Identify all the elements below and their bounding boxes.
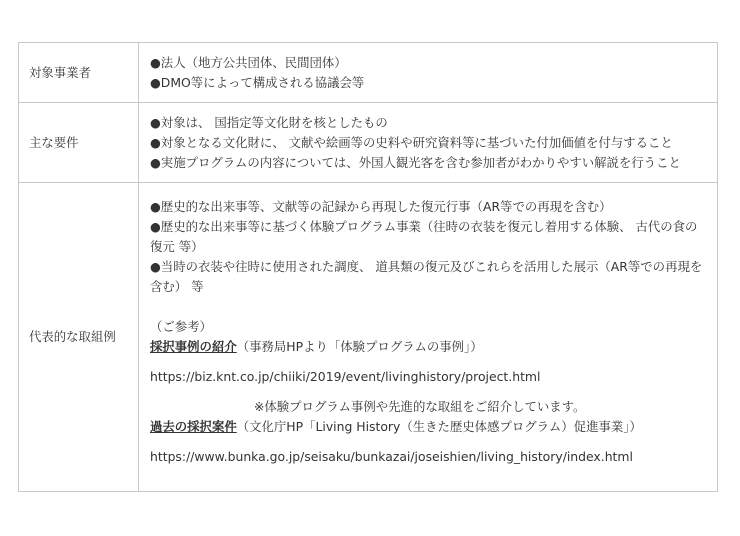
reference-url[interactable]: https://biz.knt.co.jp/chiiki/2019/event/livinghistory/project.html (150, 369, 541, 384)
reference-note: （事務局HPより「体験プログラムの事例」） (236, 339, 483, 354)
reference-entry (150, 417, 707, 437)
reference-remark: ※体験プログラム事例や先進的な取組をご紹介しています。 (254, 399, 586, 414)
spacer (150, 297, 707, 317)
content-line: ●歴史的な出来事等、文献等の記録から再現した復元行事（AR等での再現を含む） (150, 199, 612, 214)
past-cases-link[interactable]: 過去の採択案件 (150, 419, 237, 434)
content-line: ●実施プログラムの内容については、外国人観光客を含む参加者がわかりやすい解説を行うこと (150, 154, 681, 170)
table-row (19, 103, 718, 183)
reference-url[interactable]: https://www.bunka.go.jp/seisaku/bunkazai/joseishien/living_history/index.html (150, 449, 633, 464)
row-label: 対象事業者 (19, 43, 139, 103)
adoption-examples-link[interactable]: 採択事例の紹介 (150, 339, 237, 354)
content-line: ●歴史的な出来事等に基づく体験プログラム事業（往時の衣装を復元し着用する体験、 古代の食の復元 等） (150, 219, 698, 254)
info-table (18, 42, 718, 492)
row-content (139, 103, 718, 183)
content-line: ●DMO等によって構成される協議会等 (150, 74, 365, 90)
row-label: 代表的な取組例 (19, 183, 139, 492)
content-line: ●法人（地方公共団体、民間団体） (150, 54, 347, 70)
row-content (139, 183, 718, 492)
reference-heading: （ご参考） (150, 319, 212, 334)
content-line: ●対象は、 国指定等文化財を核としたもの (150, 114, 388, 130)
table-row (19, 183, 718, 492)
reference-note: （文化庁HP「Living History（生きた歴史体感プログラム）促進事業」） (236, 419, 642, 434)
table-row (19, 43, 718, 103)
row-label: 主な要件 (19, 103, 139, 183)
reference-entry (150, 337, 707, 357)
content-line: ●対象となる文化財に、 文献や絵画等の史料や研究資料等に基づいた付加価値を付与すること (150, 134, 673, 150)
row-content (139, 43, 718, 103)
content-line: ●当時の衣装や往時に使用された調度、 道具類の復元及びこれらを活用した展示（AR等での再現を含む） 等 (150, 259, 703, 294)
